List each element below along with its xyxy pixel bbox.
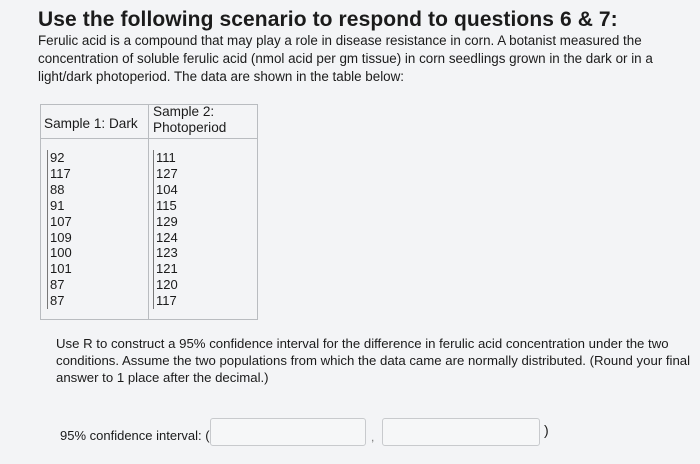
sample2-value: 123 [156, 245, 178, 261]
intro-line-2: concentration of soluble ferulic acid (nmol acid per gm tissue) in corn seedlings grown in the dark or in a [38, 51, 653, 66]
intro-line-3: light/dark photoperiod. The data are shown in the table below: [38, 69, 405, 84]
data-table [40, 104, 260, 322]
ci-separator: , [371, 430, 375, 444]
sample2-value: 124 [156, 229, 178, 245]
scenario-heading: Use the following scenario to respond to questions 6 & 7: [38, 8, 618, 31]
sample2-value: 127 [156, 165, 178, 181]
confidence-interval-row [60, 418, 560, 448]
ci-label: 95% confidence interval: ( [60, 428, 210, 443]
sample1-values [47, 150, 110, 309]
sample1-value: 91 [50, 197, 65, 213]
ci-close-paren: ) [544, 422, 549, 438]
sample1-value: 109 [50, 229, 72, 245]
scenario-description [38, 32, 678, 86]
question-instructions [56, 335, 691, 386]
sample2-values [153, 150, 216, 309]
sample2-value: 129 [156, 213, 178, 229]
instruction-line-2: conditions. Assume the two populations from which the data came are normally distributed. (Round your final [56, 353, 691, 368]
sample1-value: 88 [50, 181, 65, 197]
intro-line-1: Ferulic acid is a compound that may play a role in disease resistance in corn. A botanist measured the [38, 33, 642, 48]
sample1-value: 107 [50, 213, 72, 229]
instruction-line-1: Use R to construct a 95% confidence interval for the difference in ferulic acid concentration under the two [56, 336, 669, 351]
sample1-header: Sample 1: Dark [44, 116, 138, 131]
sample2-value: 104 [156, 181, 178, 197]
sample2-value: 115 [156, 197, 177, 213]
sample2-value: 117 [156, 293, 177, 309]
sample1-value: 87 [50, 277, 65, 293]
sample2-value: 111 [156, 150, 176, 165]
sample1-value: 117 [50, 165, 71, 181]
sample1-value: 101 [50, 261, 72, 277]
sample2-header-line1: Sample 2: [153, 104, 215, 119]
sample2-header-line2: Photoperiod [153, 120, 227, 135]
sample2-value: 121 [156, 261, 178, 277]
sample1-value: 87 [50, 293, 65, 309]
ci-lower-bound-input[interactable] [210, 418, 366, 446]
ci-upper-bound-input[interactable] [382, 418, 540, 446]
column-divider [148, 104, 149, 320]
sample1-value: 100 [50, 245, 72, 261]
header-divider [40, 138, 258, 139]
instruction-line-3: answer to 1 place after the decimal.) [56, 370, 269, 385]
sample2-header [153, 104, 226, 136]
sample2-value: 120 [156, 277, 178, 293]
sample1-value: 92 [50, 150, 65, 165]
